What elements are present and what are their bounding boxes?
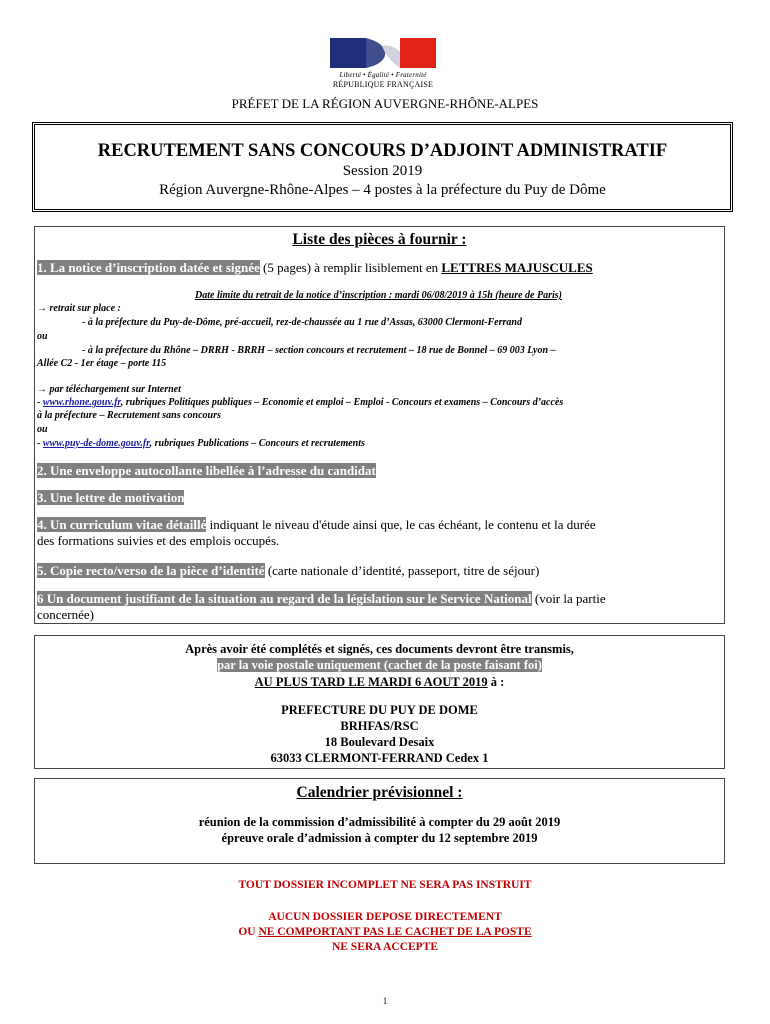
warning-line-3-prefix: OU: [238, 926, 259, 938]
page-title: RECRUTEMENT SANS CONCOURS D’ADJOINT ADMINISTRATIF: [97, 141, 668, 161]
pieces-box: [34, 226, 725, 624]
lieu-2a: - à la préfecture du Rhône – DRRH - BRRH – section concours et recrutement – 18 rue de Bonnel – 69 003 Lyon –: [82, 345, 556, 356]
item-4-text-b: des formations suivies et des emplois occupés.: [37, 533, 280, 548]
item-6-text: (voir la partie: [531, 591, 606, 606]
item-6: [37, 591, 722, 623]
lieu-2b: Allée C2 - 1er étage – porte 115: [37, 358, 167, 369]
item-2-label: 2. Une enveloppe autocollante libellée à l’adresse du candidat: [37, 463, 376, 478]
telechargement-label: → par téléchargement sur Internet: [37, 384, 181, 395]
warning-cachet: NE COMPORTANT PAS LE CACHET DE LA POSTE: [258, 926, 532, 938]
region-label: Région Auvergne-Rhône-Alpes – 4 postes à la préfecture du Puy de Dôme: [159, 182, 606, 198]
envoi-line-3: [35, 674, 724, 690]
envoi-box: [34, 635, 725, 769]
warning-line-4: NE SERA ACCEPTE: [331, 941, 439, 953]
item-5-text: (carte nationale d’identité, passeport, titre de séjour): [264, 563, 540, 578]
item-3: [37, 490, 722, 506]
date-limite: Date limite du retrait de la notice d’inscription : mardi 06/08/2019 à 15h (heure de Paris): [195, 290, 562, 301]
warning-incomplet: TOUT DOSSIER INCOMPLET NE SERA PAS INSTRUIT: [238, 879, 532, 891]
calendrier-heading: Calendrier prévisionnel :: [296, 784, 463, 801]
item-4-text: indiquant le niveau d'étude ainsi que, le cas échéant, le contenu et la durée: [206, 517, 596, 532]
flag-icon: [330, 38, 436, 68]
item-3-label: 3. Une lettre de motivation: [37, 490, 185, 505]
item-5: [37, 563, 722, 579]
web-2: [37, 437, 720, 450]
ou-2: ou: [37, 424, 48, 435]
item-1-label: 1. La notice d’inscription datée et signée: [37, 260, 260, 275]
calendrier-line-2: épreuve orale d’admission à compter du 12 septembre 2019: [221, 831, 538, 845]
web-2-prefix: -: [37, 438, 43, 449]
envoi-line-1: Après avoir été complétés et signés, ces documents devront être transmis,: [185, 642, 574, 656]
pieces-heading: Liste des pièces à fournir :: [292, 231, 467, 248]
envoi-line-2: par la voie postale uniquement (cachet de la poste faisant foi): [217, 658, 542, 672]
address-line-1: PREFECTURE DU PUY DE DOME: [281, 703, 478, 717]
item-6-label: 6 Un document justifiant de la situation au regard de la législation sur le Service National: [37, 591, 532, 606]
item-1: [37, 260, 722, 276]
web-1: [37, 396, 720, 409]
web-1b: à la préfecture – Recrutement sans concours: [37, 410, 221, 421]
item-2: [37, 463, 722, 479]
item-4-label: 4. Un curriculum vitae détaillé: [37, 517, 207, 532]
lieu-1: - à la préfecture du Puy-de-Dôme, pré-accueil, rez-de-chaussée au 1 rue d’Assas, 63000 Clermont-Ferrand: [82, 317, 522, 328]
retrait-label: → retrait sur place :: [37, 303, 121, 314]
web-1-prefix: -: [37, 397, 43, 408]
address-line-4: 63033 CLERMONT-FERRAND Cedex 1: [270, 751, 489, 765]
session-label: Session 2019: [342, 163, 423, 179]
envoi-line-2-wrap: [35, 657, 724, 673]
prefet-heading: PRÉFET DE LA RÉGION AUVERGNE-RHÔNE-ALPES: [231, 96, 539, 111]
logo-republique: RÉPUBLIQUE FRANÇAISE: [332, 80, 434, 89]
calendrier-line-1: réunion de la commission d’admissibilité à compter du 29 août 2019: [198, 815, 561, 829]
web-1-text: , rubriques Politiques publiques – Economie et emploi – Emploi - Concours et examens – Concours d’accès: [120, 397, 564, 408]
envoi-line-3-rest: à :: [487, 675, 505, 689]
marianne-logo: [330, 38, 436, 89]
warning-line-3: [0, 925, 770, 939]
puy-de-dome-link[interactable]: www.puy-de-dome.gouv.fr: [42, 438, 150, 449]
web-2-text: , rubriques Publications – Concours et recrutements: [149, 438, 365, 449]
address-line-3: 18 Boulevard Desaix: [324, 735, 435, 749]
address-line-2: BRHFAS/RSC: [340, 719, 419, 733]
logo-motto: Liberté • Égalité • Fraternité: [339, 71, 427, 79]
item-1-emph: LETTRES MAJUSCULES: [441, 260, 593, 275]
calendrier-box: [34, 778, 725, 864]
envoi-deadline: AU PLUS TARD LE MARDI 6 AOUT 2019: [254, 675, 488, 689]
item-1-text: (5 pages) à remplir lisiblement en: [259, 260, 442, 275]
title-box: [34, 124, 731, 210]
ou-1: ou: [37, 331, 48, 342]
item-6-text-b: concernée): [37, 607, 95, 622]
item-5-label: 5. Copie recto/verso de la pièce d’identité: [37, 563, 265, 578]
item-4: [37, 517, 722, 549]
rhone-link[interactable]: www.rhone.gouv.fr: [42, 397, 121, 408]
warning-line-2: AUCUN DOSSIER DEPOSE DIRECTEMENT: [268, 911, 502, 923]
page-number: 1: [382, 996, 388, 1006]
